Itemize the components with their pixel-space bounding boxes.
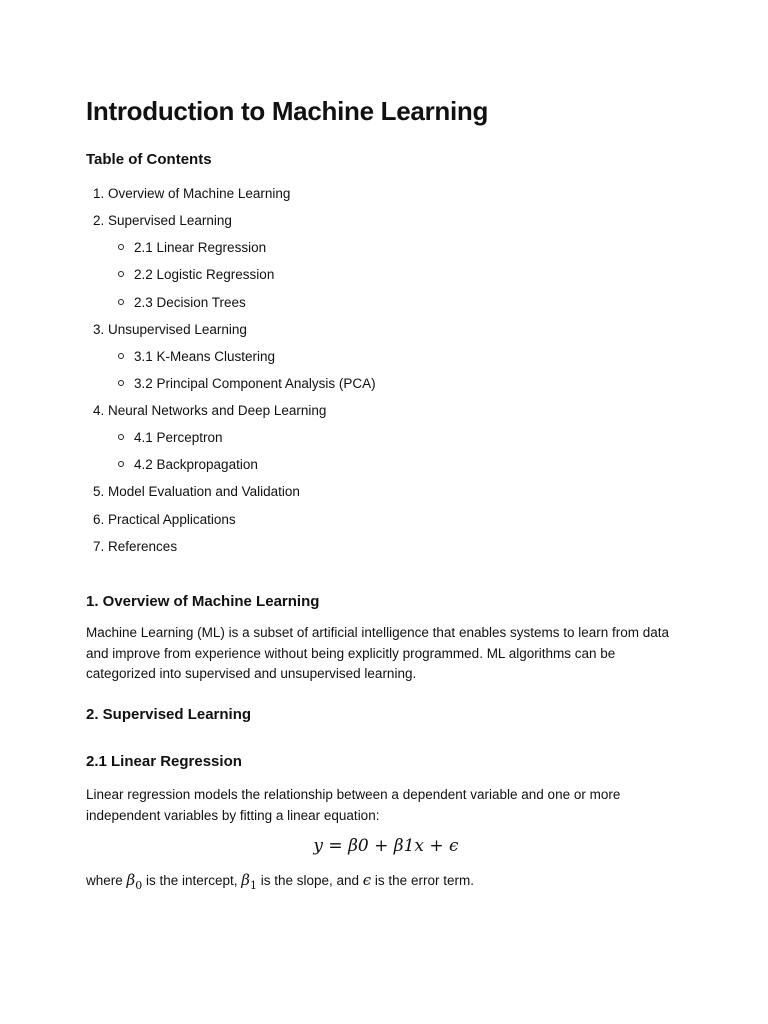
toc-item-model-evaluation[interactable] — [93, 483, 300, 501]
toc-item-number: 6. — [93, 512, 105, 527]
explanation-text: where — [86, 873, 127, 888]
toc-item-label: Supervised Learning — [108, 213, 232, 228]
toc-subitem-logistic-regression[interactable] — [118, 266, 274, 284]
toc-item-label: 4.2 Backpropagation — [134, 457, 258, 472]
toc-subitem-pca[interactable] — [118, 375, 376, 393]
toc-subitem-linear-regression[interactable] — [118, 239, 266, 257]
toc-item-label: 4.1 Perceptron — [134, 430, 223, 445]
toc-item-number: 7. — [93, 539, 105, 554]
toc-item-label: 3.2 Principal Component Analysis (PCA) — [134, 376, 376, 391]
toc-item-unsupervised[interactable] — [93, 321, 247, 339]
document-title: Introduction to Machine Learning — [86, 96, 489, 126]
beta1-symbol: $\beta_1$ — [241, 871, 257, 892]
circle-bullet-icon — [118, 434, 124, 440]
toc-item-number: 1. — [93, 186, 105, 201]
toc-subitem-kmeans[interactable] — [118, 348, 275, 366]
toc-item-label: Unsupervised Learning — [108, 322, 247, 337]
epsilon-symbol: ϵ — [362, 871, 372, 889]
explanation-text: is the error term. — [371, 873, 474, 888]
section-heading-supervised: 2. Supervised Learning — [86, 706, 252, 723]
toc-subitem-perceptron[interactable] — [118, 429, 223, 447]
circle-bullet-icon — [118, 271, 124, 277]
circle-bullet-icon — [118, 244, 124, 250]
linear-regression-equation: y = β0 + β1x + ϵ — [313, 836, 459, 856]
circle-bullet-icon — [118, 299, 124, 305]
toc-item-supervised[interactable] — [93, 212, 232, 230]
toc-item-neural-networks[interactable] — [93, 402, 326, 420]
toc-item-label: 2.2 Logistic Regression — [134, 267, 275, 282]
toc-item-number: 5. — [93, 484, 105, 499]
toc-item-number: 3. — [93, 322, 105, 337]
toc-item-label: Overview of Machine Learning — [108, 186, 291, 201]
toc-subitem-backpropagation[interactable] — [118, 456, 258, 474]
toc-item-overview[interactable] — [93, 185, 290, 203]
toc-item-label: Neural Networks and Deep Learning — [108, 403, 327, 418]
explanation-text: is the intercept, — [142, 873, 242, 888]
equation-explanation — [86, 870, 686, 897]
toc-item-label: References — [108, 539, 178, 554]
circle-bullet-icon — [118, 353, 124, 359]
toc-item-label: 3.1 K-Means Clustering — [134, 349, 276, 364]
toc-heading: Table of Contents — [86, 151, 212, 168]
toc-item-label: 2.3 Decision Trees — [134, 295, 246, 310]
toc-item-label: Practical Applications — [108, 512, 236, 527]
beta0-symbol: $\beta_0$ — [126, 871, 143, 892]
toc-item-references[interactable] — [93, 538, 177, 556]
toc-item-number: 4. — [93, 403, 105, 418]
explanation-text: is the slope, and — [256, 873, 363, 888]
overview-paragraph: Machine Learning (ML) is a subset of artificial intelligence that enables systems to learn from data and improve from experience without being explicitly programmed. ML algorithms can be categorized into supervised and unsupervised learning. — [86, 625, 670, 681]
circle-bullet-icon — [118, 461, 124, 467]
section-heading-overview: 1. Overview of Machine Learning — [86, 593, 320, 610]
toc-item-practical-applications[interactable] — [93, 511, 236, 529]
section-heading-linear-regression: 2.1 Linear Regression — [86, 753, 242, 770]
toc-item-number: 2. — [93, 213, 105, 228]
circle-bullet-icon — [118, 380, 124, 386]
toc-item-label: Model Evaluation and Validation — [108, 484, 300, 499]
toc-subitem-decision-trees[interactable] — [118, 294, 246, 312]
toc-item-label: 2.1 Linear Regression — [134, 240, 267, 255]
linear-regression-paragraph: Linear regression models the relationship between a dependent variable and one or more independent variables by fitting a linear equation: — [86, 787, 621, 823]
